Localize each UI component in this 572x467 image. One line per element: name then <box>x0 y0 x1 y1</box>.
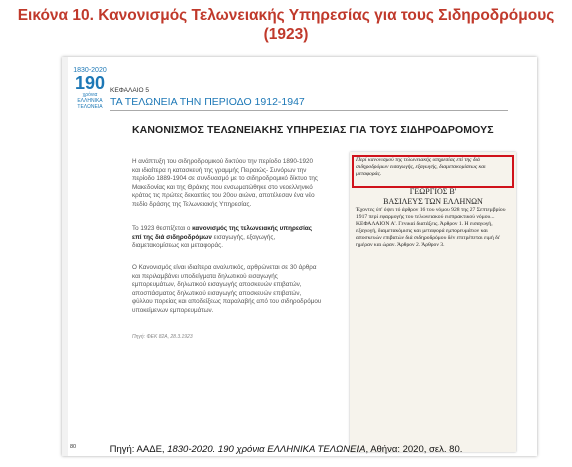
gazette-body: Έχοντες ύπ' όψει τό άρθρον 16 του νόμου 928 της 27 Σεπτεμβρίου 1917 περί εφαρμογής του τελωνειακού εισπρακτικού νόμου... ΚΕΦΑΛΑΙΟΝ Α'. Γενικαί διατάξεις. Άρθρον 1. Η εισαγωγή, εξαγωγή, διαμετακόμισις και μεταφορά εμπορευμάτων και αποσκευών επιβατών διά σιδηροδρόμου δέν επιτρέπεται ειμή δι' ημέραν και ώραν. Άρθρον 2. Άρθρον 3. <box>356 207 506 248</box>
figure-caption <box>0 445 572 455</box>
section-heading: ΚΑΝΟΝΙΣΜΟΣ ΤΕΛΩΝΕΙΑΚΗΣ ΥΠΗΡΕΣΙΑΣ ΓΙΑ ΤΟΥΣ ΣΙΔΗΡΟΔΡΟΜΟΥΣ <box>132 124 494 136</box>
gazette-scan <box>350 152 516 452</box>
caption-pre: Πηγή: ΑΑΔΕ, <box>109 444 168 455</box>
logo-year: 1830-2020 <box>73 67 107 74</box>
caption-italic: 1830-2020. 190 χρόνια ΕΛΛΗΝΙΚΑ ΤΕΛΩΝΕΙΑ <box>167 444 366 455</box>
paragraph-3: Ο Κανονισμός είναι ιδιαίτερα αναλυτικός, αρθρώνεται σε 30 άρθρα και περιλαμβάνει υποδείγματα δηλωτικού εισαγωγής εμπορευμάτων, δηλωτικού εισαγωγής αποσκευών επιβατών, αποσπάσματος δηλωτικού εισαγωγής αποσκευών επιβατών, φύλλου πορείας και αποδείξεως παραλαβής από του σιδηροδρόμου υποκείμενων εμπορευμάτων. <box>132 264 322 314</box>
chapter-title: ΤΑ ΤΕΛΩΝΕΙΑ ΤΗΝ ΠΕΡΙΟΔΟ 1912-1947 <box>110 96 305 108</box>
page-side-bar <box>62 57 68 456</box>
figure-title-line1: Εικόνα 10. Κανονισμός Τελωνειακής Υπηρεσίας για τους Σιδηροδρόμους <box>17 7 555 24</box>
figure-title-line2: (1923) <box>263 26 309 43</box>
chapter-label: ΚΕΦΑΛΑΙΟ 5 <box>110 87 149 94</box>
gazette-king: ΓΕΩΡΓΙΟΣ Β' ΒΑΣΙΛΕΥΣ ΤΩΝ ΕΛΛΗΝΩΝ <box>383 187 483 206</box>
anniversary-logo <box>70 67 110 110</box>
divider <box>110 110 508 111</box>
logo-sub2: ΕΛΛΗΝΙΚΑ <box>77 98 103 104</box>
figure-title <box>0 6 572 44</box>
paragraph-2-bold: κανονισμός της τελωνειακής υπηρεσίας επί της διά σιδηροδρόμων <box>132 225 313 241</box>
paragraph-2-pre: Το 1923 θεσπίζεται ο <box>132 225 193 232</box>
caption-post: , Αθήνα: 2020, σελ. 80. <box>365 444 463 455</box>
page-number: 80 <box>70 444 77 450</box>
book-page <box>62 57 537 456</box>
gazette-boxed-text: Περί κανονισμού της τελωνειακής υπηρεσίας επί της διά σιδηροδρόμων εισαγωγής, εξαγωγής, διαμετακομίσεως και μεταφοράς. <box>356 157 486 177</box>
logo-number: 190 <box>74 73 106 93</box>
logo-sub3: ΤΕΛΩΝΕΙΑ <box>77 104 103 110</box>
paragraph-2 <box>132 225 322 251</box>
paragraph-2-post: εισαγωγής, εξαγωγής, διαμετακομίσεως και μεταφοράς. <box>132 233 276 250</box>
paragraph-1: Η ανάπτυξη του σιδηροδρομικού δικτύου την περίοδο 1890-1920 και ιδιαίτερα η κατασκευή της γραμμής Πειραιώς- Συνόρων την περίοδο 1889-1904 σε συνδυασμό με το σιδηροδρομικό δίκτυο της Μακεδονίας και της Θράκης που ενσωματώθηκε στο νεοελληνικό κράτος τις πρώτες δεκαετίες του 20ου αιώνα, αποτέλεσαν ένα νέο πεδίο δράσης της Τελωνειακής Υπηρεσίας. <box>132 158 318 208</box>
logo-sub1: χρόνια <box>82 92 98 98</box>
page-source: Πηγή: ΦΕΚ 82Α, 28.3.1923 <box>132 334 193 340</box>
